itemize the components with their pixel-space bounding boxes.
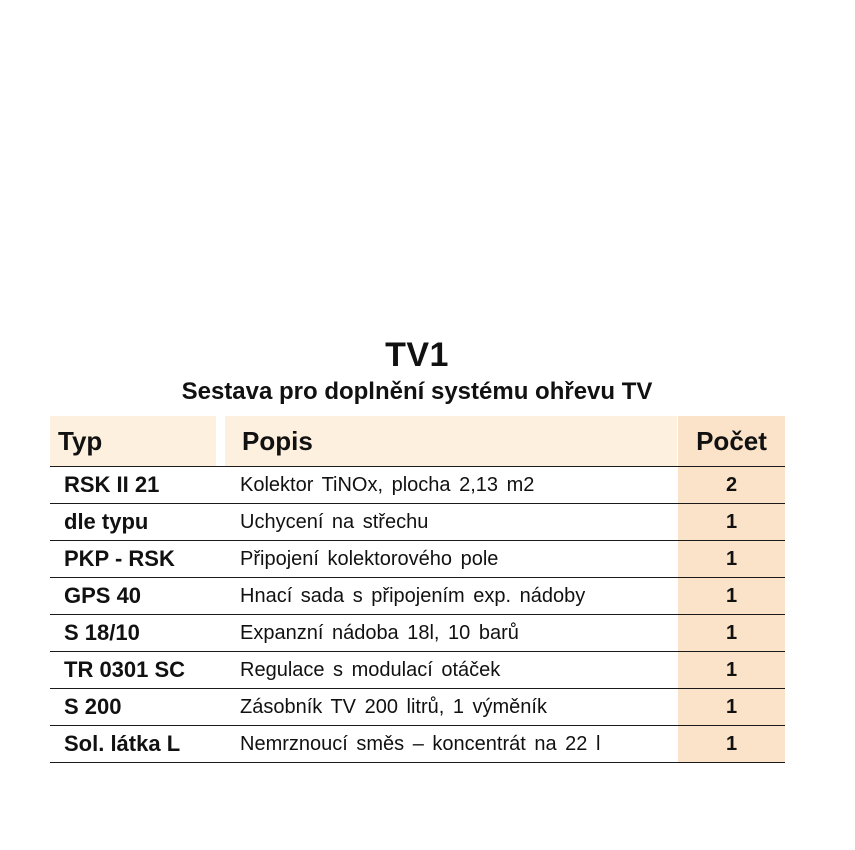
cell-typ: S 200 xyxy=(64,694,122,719)
cell-pocet: 1 xyxy=(678,578,785,614)
table-row xyxy=(50,615,785,652)
cell-typ: S 18/10 xyxy=(64,620,140,645)
cell-pocet: 1 xyxy=(678,652,785,688)
cell-typ: dle typu xyxy=(64,509,149,534)
cell-popis: Nemrznoucí směs – koncentrát na 22 l xyxy=(240,732,601,755)
parts-table xyxy=(50,416,785,763)
document-title: TV1 xyxy=(385,336,449,374)
table-row xyxy=(50,726,785,763)
cell-pocet: 1 xyxy=(678,689,785,725)
cell-popis: Regulace s modulací otáček xyxy=(240,658,501,681)
cell-popis: Zásobník TV 200 litrů, 1 výměník xyxy=(240,695,547,718)
table-row xyxy=(50,652,785,689)
cell-popis: Uchycení na střechu xyxy=(240,510,429,533)
cell-popis: Expanzní nádoba 18l, 10 barů xyxy=(240,621,519,644)
cell-pocet: 1 xyxy=(678,726,785,762)
document-subtitle: Sestava pro doplnění systému ohřevu TV xyxy=(181,378,653,405)
cell-pocet: 1 xyxy=(678,504,785,540)
cell-popis: Připojení kolektorového pole xyxy=(240,547,499,570)
table-row xyxy=(50,578,785,615)
cell-pocet: 1 xyxy=(678,615,785,651)
cell-popis: Kolektor TiNOx, plocha 2,13 m2 xyxy=(240,473,535,496)
table-row xyxy=(50,689,785,726)
cell-typ: RSK II 21 xyxy=(64,472,160,497)
cell-typ: TR 0301 SC xyxy=(64,657,186,682)
cell-popis: Hnací sada s připojením exp. nádoby xyxy=(240,584,586,607)
cell-pocet: 1 xyxy=(678,541,785,577)
cell-pocet: 2 xyxy=(678,467,785,503)
cell-typ: PKP - RSK xyxy=(64,546,175,571)
column-header-typ: Typ xyxy=(50,416,216,466)
table-row xyxy=(50,541,785,578)
column-header-pocet: Počet xyxy=(678,416,785,466)
column-header-popis: Popis xyxy=(225,416,677,466)
table-row xyxy=(50,504,785,541)
cell-typ: GPS 40 xyxy=(64,583,142,608)
cell-typ: Sol. látka L xyxy=(64,731,181,756)
table-header-row xyxy=(50,416,785,467)
table-row xyxy=(50,467,785,504)
